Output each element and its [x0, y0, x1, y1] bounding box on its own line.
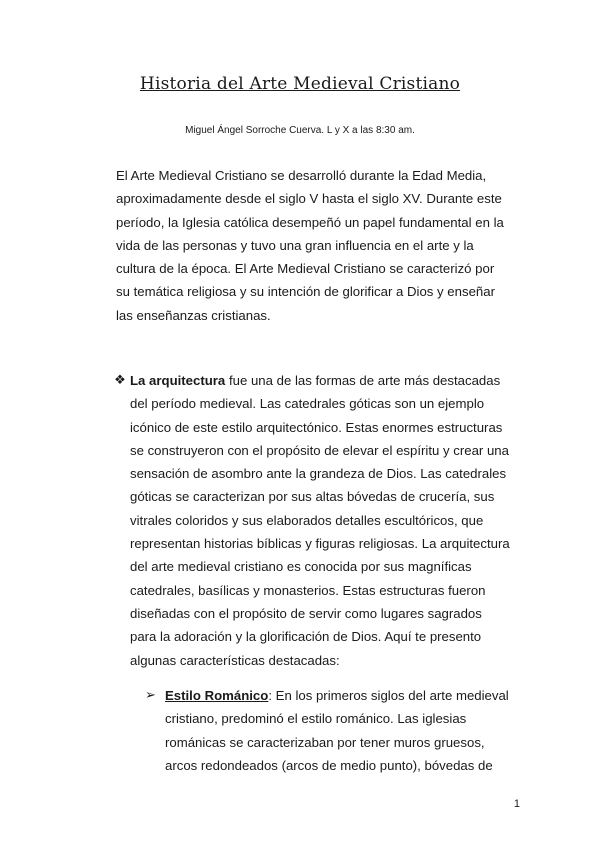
diamond-bullet-icon: ❖ [114, 373, 126, 388]
romanesque-bullet [145, 684, 515, 777]
intro-paragraph: El Arte Medieval Cristiano se desarrolló durante la Edad Media, aproximadamente desde el siglo V hasta el siglo XV. Durante este período, la Iglesia católica desempeñó un papel fundamental en la vida de las personas y tuvo una gran influencia en el arte y la cultura de la época. El Arte Medieval Cristiano se caracterizó por su temática religiosa y su intención de glorificar a Dios y enseñar las enseñanzas cristianas. [116, 168, 504, 323]
arrow-bullet-icon: ➢ [145, 688, 156, 703]
architecture-text: fue una de las formas de arte más destacadas del período medieval. Las catedrales góticas son un ejemplo icónico de este estilo arquitectónico. Estas enormes estructuras se construyeron con el propósito de elevar el espíritu y crear una sensación de asombro ante la grandeza de Dios. Las catedrales góticas se caracterizan por sus altas bóvedas de crucería, sus vitrales coloridos y sus elaborados detalles escultóricos, que representan historias bíblicas y figuras religiosas. La arquitectura del arte medieval cristiano es conocida por sus magníficas catedrales, basílicas y monasterios. Estas estructuras fueron diseñadas con el propósito de servir como lugares sagrados para la adoración y la glorificación de Dios. Aquí te presento algunas características destacadas: [130, 373, 510, 668]
romanesque-text: : En los primeros siglos del arte medieval cristiano, predominó el estilo románico. Las iglesias románicas se caracterizaban por tener muros gruesos, arcos redondeados (arcos de medio punto), bóvedas de [165, 688, 509, 773]
page-number: 1 [513, 798, 520, 810]
architecture-bullet [110, 369, 510, 672]
architecture-term: La arquitectura [130, 373, 226, 388]
romanesque-term: Estilo Románico [165, 688, 269, 703]
document-title: Historia del Arte Medieval Cristiano [139, 74, 461, 94]
architecture-paragraph [130, 369, 510, 672]
document-subtitle: Miguel Ángel Sorroche Cuerva. L y X a las 8:30 am. [185, 125, 415, 136]
romanesque-paragraph [165, 684, 510, 777]
